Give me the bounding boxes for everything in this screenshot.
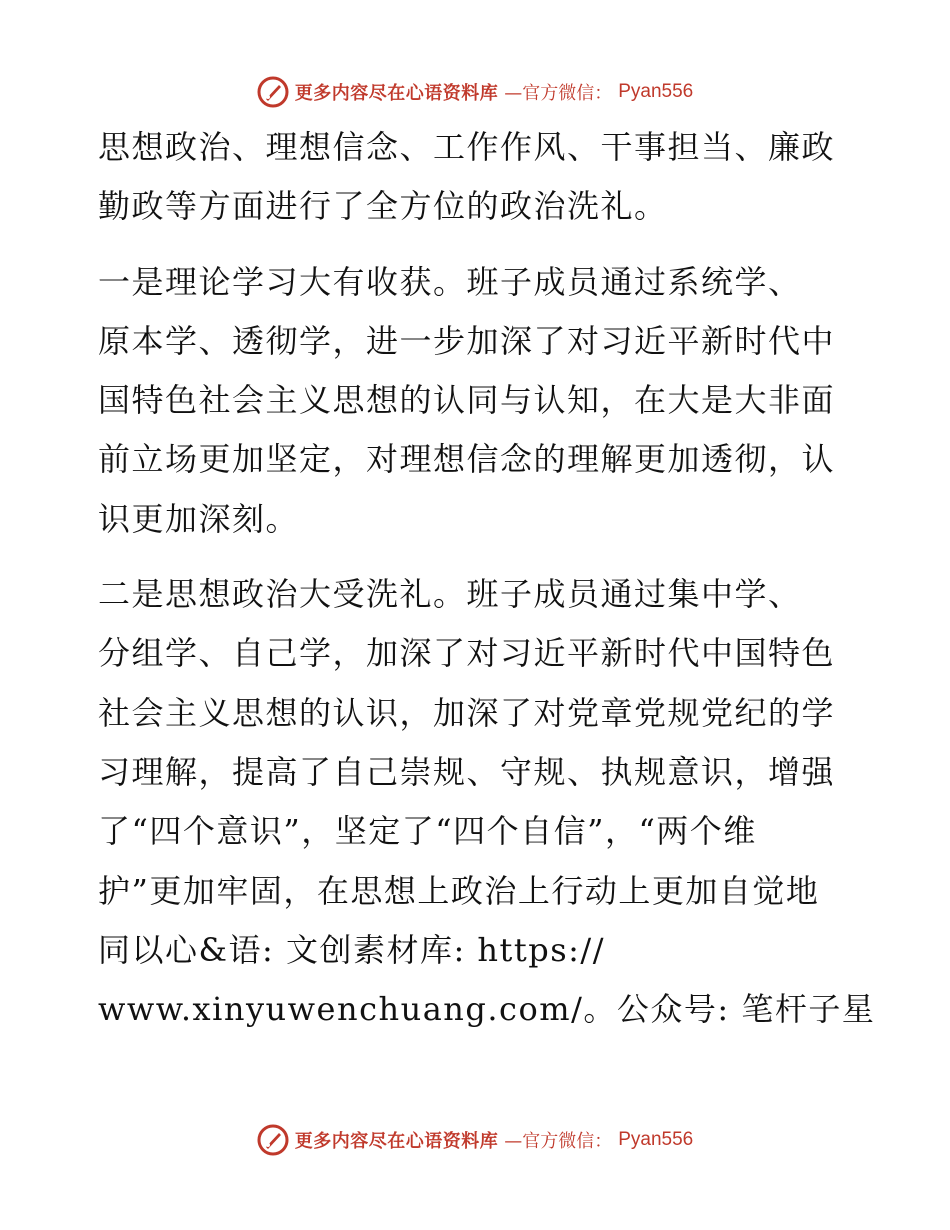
text-line: 思想政治、理想信念、工作作风、干事担当、廉政: [98, 128, 836, 166]
text-line: 了“四个意识”，坚定了“四个自信”，“两个维: [98, 812, 757, 851]
quill-logo-icon: [257, 76, 289, 108]
watermark-separator: —官方微信：: [504, 83, 613, 104]
text-line: www.xinyuwenchuang.com/。公众号: 笔杆子星: [98, 990, 876, 1029]
watermark-handle: Pyan556: [618, 1129, 694, 1150]
watermark-separator: —官方微信：: [504, 1131, 613, 1152]
header-watermark: [0, 72, 950, 112]
text-line: 二是思想政治大受洗礼。班子成员通过集中学、: [98, 575, 802, 614]
quill-logo-icon: [257, 1124, 289, 1156]
text-line: 同以心&语: 文创素材库: https://: [98, 930, 605, 969]
watermark-text: 更多内容尽在心语资料库: [294, 1131, 499, 1152]
watermark-text: 更多内容尽在心语资料库: [294, 83, 499, 104]
watermark-handle: Pyan556: [618, 81, 694, 102]
paragraph: [98, 253, 850, 549]
text-line: 勤政等方面进行了全方位的政治洗礼。: [98, 187, 668, 226]
text-line: 前立场更加坚定，对理想信念的理解更加透彻，认: [98, 440, 836, 479]
text-line: 一是理论学习大有收获。班子成员通过系统学、: [98, 262, 802, 301]
text-line: 社会主义思想的认识，加深了对党章党规党纪的学: [98, 693, 836, 732]
footer-watermark: [0, 1120, 950, 1160]
text-line: 习理解，提高了自己崇规、守规、执规意识，增强: [98, 752, 836, 791]
text-line: 国特色社会主义思想的认同与认知，在大是大非面: [98, 381, 836, 420]
paragraph: [98, 118, 850, 237]
text-line: 原本学、透彻学，进一步加深了对习近平新时代中: [98, 321, 836, 360]
document-body: [98, 118, 876, 1039]
paragraph: [98, 565, 876, 1039]
text-line: 护”更加牢固，在思想上政治上行动上更加自觉地: [98, 871, 820, 910]
text-line: 分组学、自己学，加深了对习近平新时代中国特色: [98, 634, 836, 673]
text-line: 识更加深刻。: [98, 499, 300, 538]
